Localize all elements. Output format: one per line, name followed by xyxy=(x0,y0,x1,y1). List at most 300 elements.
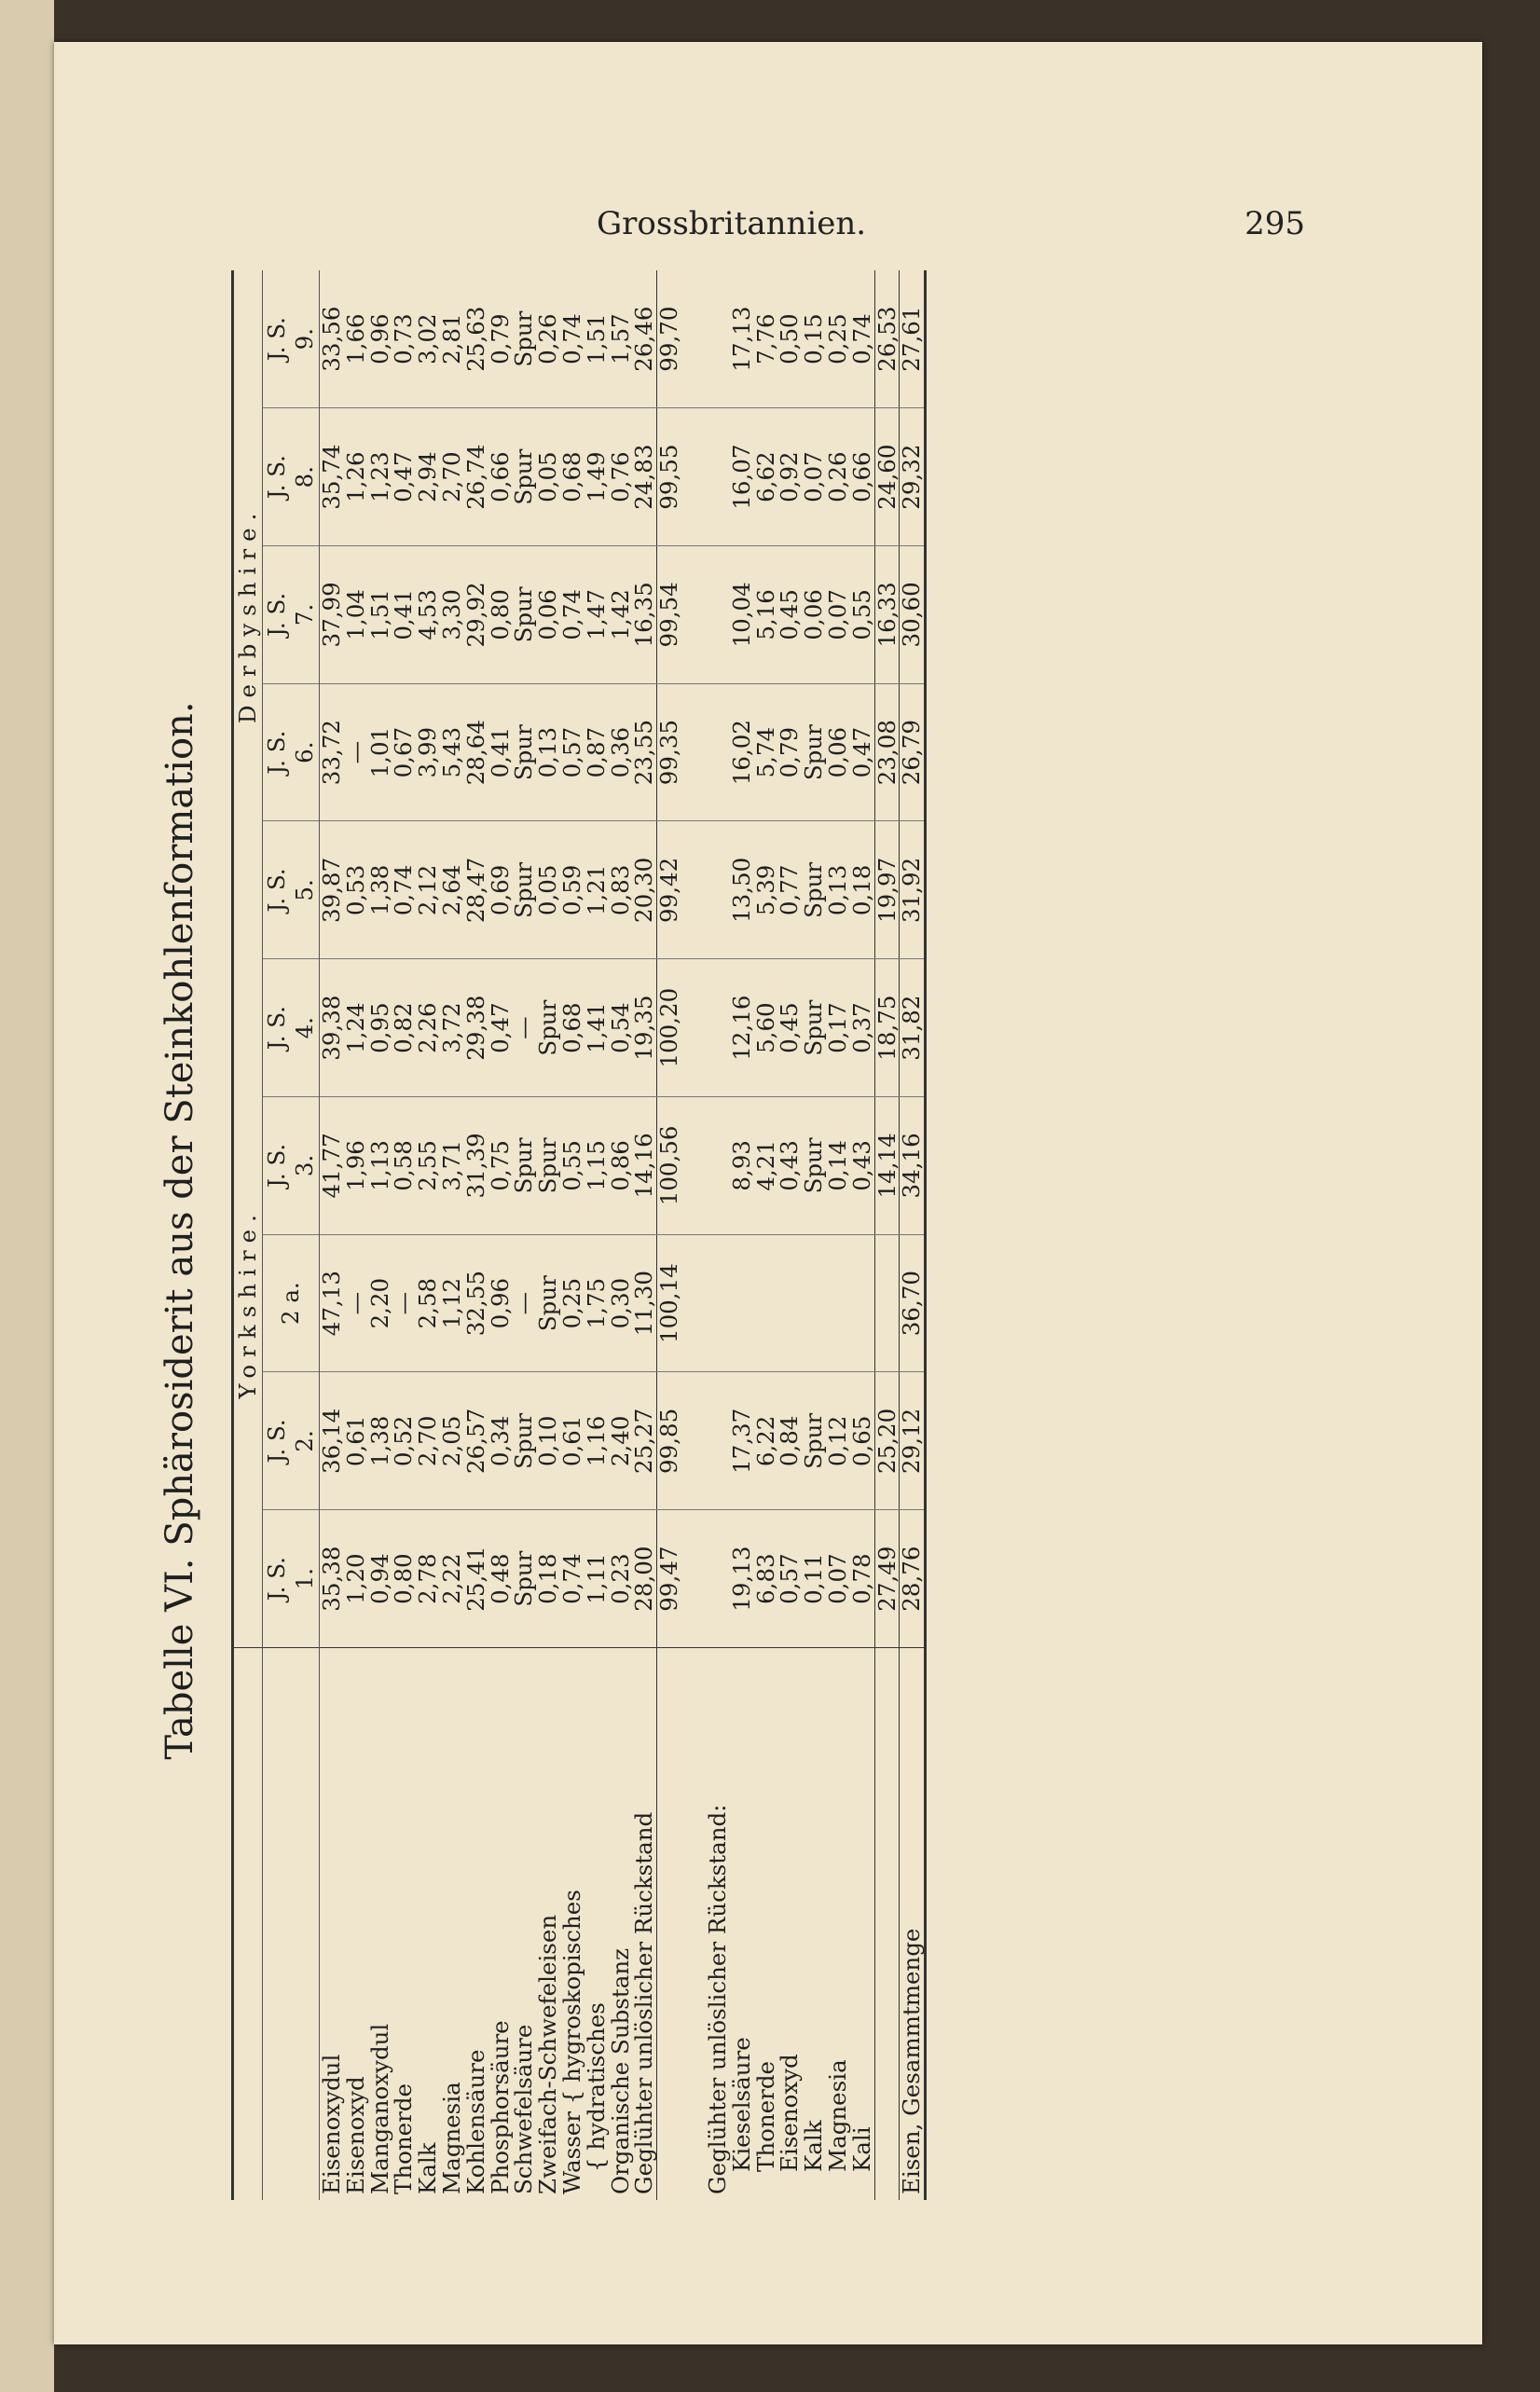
spacer-cell xyxy=(706,1234,730,1372)
column-header-line1: J. S. xyxy=(263,1419,290,1464)
value-cell: 1,23 xyxy=(368,408,392,546)
value-cell: 0,55 xyxy=(560,1097,584,1235)
value-cell: Spur xyxy=(510,310,538,367)
value-cell: 1,15 xyxy=(584,1097,609,1235)
table-row xyxy=(320,270,344,2200)
value-cell: 0,74 xyxy=(560,546,584,684)
value-cell: Spur xyxy=(512,1372,536,1510)
value-cell: 0,30 xyxy=(609,1234,633,1372)
row-label: { hydratisches xyxy=(584,1648,609,2201)
value-cell xyxy=(802,1234,826,1372)
value-cell: 26,79 xyxy=(900,683,926,821)
row-label: Eisen, Gesammtmenge xyxy=(900,1648,926,2201)
value-cell: 39,38 xyxy=(320,959,344,1097)
value-cell: 0,47 xyxy=(392,408,416,546)
value-cell: 27,61 xyxy=(900,270,926,408)
value-cell: 0,74 xyxy=(847,313,875,364)
value-cell: — xyxy=(392,1234,416,1372)
label-header-cell xyxy=(263,1648,320,2201)
value-cell: 0,95 xyxy=(368,959,392,1097)
spacer-cell xyxy=(681,821,706,959)
value-cell: 5,43 xyxy=(440,683,464,821)
spacer-cell xyxy=(706,959,730,1097)
value-cell: 0,17 xyxy=(826,959,850,1097)
value-cell: 35,38 xyxy=(320,1510,344,1648)
value-cell: 11,30 xyxy=(632,1234,656,1372)
value-cell: 19,13 xyxy=(730,1510,754,1648)
value-cell: 0,06 xyxy=(826,683,850,821)
value-cell: 0,96 xyxy=(488,1234,513,1372)
value-cell: 3,71 xyxy=(440,1097,464,1235)
value-cell: 17,13 xyxy=(727,306,755,372)
value-cell: — xyxy=(512,1234,536,1372)
column-header xyxy=(263,683,320,821)
value-cell: 0,57 xyxy=(560,683,584,821)
value-cell: 25,63 xyxy=(461,306,489,372)
value-cell: 0,11 xyxy=(802,1510,826,1648)
value-cell: 5,39 xyxy=(754,821,778,959)
value-cell: 0,86 xyxy=(609,1097,633,1235)
value-cell: 0,48 xyxy=(488,1510,513,1648)
column-header xyxy=(263,1372,320,1510)
row-label: Schwefelsäure xyxy=(512,1648,536,2201)
column-header xyxy=(263,959,320,1097)
section-header: Geglühter unlöslicher Rückstand: xyxy=(706,1648,730,2201)
row-label: Kalk xyxy=(416,1648,440,2201)
spacer-cell xyxy=(681,546,706,684)
column-header-line2: 7. xyxy=(291,603,318,626)
value-cell xyxy=(826,1234,850,1372)
spacer-cell xyxy=(706,1097,730,1235)
value-cell: 0,87 xyxy=(584,683,609,821)
value-cell: 1,16 xyxy=(584,1372,609,1510)
value-cell: 29,32 xyxy=(900,408,926,546)
row-label: Thonerde xyxy=(754,1648,778,2201)
value-cell: 18,75 xyxy=(874,959,900,1097)
spacer-cell xyxy=(681,408,706,546)
table-row xyxy=(874,270,900,2200)
value-cell: Spur xyxy=(512,683,536,821)
row-label: Kali xyxy=(850,1648,874,2201)
value-cell: 41,77 xyxy=(320,1097,344,1235)
value-cell: 3,30 xyxy=(440,546,464,684)
value-cell: 0,92 xyxy=(777,408,802,546)
value-cell: 16,02 xyxy=(730,683,754,821)
value-cell: 0,61 xyxy=(560,1372,584,1510)
value-cell: 47,13 xyxy=(320,1234,344,1372)
value-cell: 28,47 xyxy=(464,821,488,959)
table-row xyxy=(368,270,392,2200)
value-cell: 35,74 xyxy=(320,408,344,546)
value-cell: 2,58 xyxy=(416,1234,440,1372)
table-row xyxy=(754,270,778,2200)
value-cell: 1,66 xyxy=(341,313,369,364)
value-cell: 0,74 xyxy=(557,313,585,364)
value-cell: 100,56 xyxy=(657,1097,681,1235)
value-cell: 2,94 xyxy=(416,408,440,546)
row-label: Organische Substanz xyxy=(609,1648,633,2201)
value-cell: 0,84 xyxy=(777,1372,802,1510)
table-row xyxy=(512,270,536,2200)
value-cell: 0,68 xyxy=(560,408,584,546)
value-cell: 33,72 xyxy=(320,683,344,821)
value-cell: 34,16 xyxy=(900,1097,926,1235)
value-cell: 100,20 xyxy=(657,959,681,1097)
value-cell: 1,47 xyxy=(584,546,609,684)
value-cell: 1,11 xyxy=(584,1510,609,1648)
value-cell: 29,12 xyxy=(900,1372,926,1510)
row-label: Kalk xyxy=(802,1648,826,2201)
row-label: Geglühter unlöslicher Rückstand xyxy=(632,1648,656,2201)
column-header-row xyxy=(263,270,320,2200)
analysis-table xyxy=(231,270,927,2200)
spacer-cell xyxy=(706,1372,730,1510)
value-cell: 0,69 xyxy=(488,821,513,959)
value-cell: 26,53 xyxy=(874,270,900,408)
value-cell: 16,35 xyxy=(632,546,656,684)
column-header-line1: J. S. xyxy=(263,868,290,913)
value-cell xyxy=(754,1234,778,1372)
value-cell: 0,07 xyxy=(826,1510,850,1648)
table-row xyxy=(488,270,513,2200)
value-cell: 0,41 xyxy=(488,683,513,821)
value-cell: 0,43 xyxy=(777,1097,802,1235)
value-cell: 0,66 xyxy=(850,408,874,546)
value-cell: 36,14 xyxy=(320,1372,344,1510)
value-cell: 100,14 xyxy=(657,1234,681,1372)
value-cell: 3,02 xyxy=(414,313,442,364)
value-cell: Spur xyxy=(802,1097,826,1235)
value-cell: 14,16 xyxy=(632,1097,656,1235)
value-cell: 1,04 xyxy=(344,546,368,684)
value-cell: 26,46 xyxy=(630,306,658,372)
value-cell: 0,25 xyxy=(823,313,851,364)
value-cell: 0,61 xyxy=(344,1372,368,1510)
value-cell: 1,51 xyxy=(368,546,392,684)
value-cell: 1,57 xyxy=(606,313,634,364)
table-title: Tabelle VI. Sphärosiderit aus der Steinkohlenformation. xyxy=(158,701,201,1760)
value-cell: 33,56 xyxy=(318,306,345,372)
table-row xyxy=(826,270,850,2200)
spacer-cell xyxy=(681,1097,706,1235)
value-cell: 2,70 xyxy=(440,408,464,546)
column-header-line1: J. S. xyxy=(263,455,290,500)
value-cell: 2,20 xyxy=(368,1234,392,1372)
column-header xyxy=(263,1234,320,1372)
value-cell: 29,92 xyxy=(464,546,488,684)
table-row xyxy=(777,270,802,2200)
value-cell: 12,16 xyxy=(730,959,754,1097)
spacer-cell xyxy=(706,1510,730,1648)
value-cell: Spur xyxy=(512,1510,536,1648)
column-header xyxy=(263,408,320,546)
value-cell: 31,39 xyxy=(464,1097,488,1235)
value-cell: Spur xyxy=(536,1097,560,1235)
value-cell: 8,93 xyxy=(730,1097,754,1235)
value-cell: 0,79 xyxy=(777,683,802,821)
table-row xyxy=(464,270,488,2200)
column-header xyxy=(263,546,320,684)
value-cell: 0,05 xyxy=(536,408,560,546)
value-cell: 99,55 xyxy=(657,408,681,546)
value-cell: 0,74 xyxy=(392,821,416,959)
value-cell: 0,80 xyxy=(392,1510,416,1648)
value-cell: 0,80 xyxy=(488,546,513,684)
value-cell: 99,42 xyxy=(657,821,681,959)
column-header xyxy=(263,1510,320,1648)
value-cell: 0,41 xyxy=(392,546,416,684)
value-cell: 0,06 xyxy=(802,546,826,684)
spacer-cell xyxy=(681,1372,706,1510)
value-cell: 0,94 xyxy=(368,1510,392,1648)
column-header-line2: 5. xyxy=(291,879,318,901)
value-cell: Spur xyxy=(802,683,826,821)
value-cell: 0,54 xyxy=(609,959,633,1097)
value-cell: 0,50 xyxy=(776,313,804,364)
table-row xyxy=(802,270,826,2200)
value-cell: 0,25 xyxy=(560,1234,584,1372)
value-cell: 19,97 xyxy=(874,821,900,959)
row-label: Thonerde xyxy=(392,1648,416,2201)
value-cell: — xyxy=(512,959,536,1097)
spacer-row xyxy=(681,270,706,2200)
value-cell: 0,79 xyxy=(486,313,514,364)
spacer-cell xyxy=(706,270,730,408)
value-cell: 0,77 xyxy=(777,821,802,959)
value-cell: 0,59 xyxy=(560,821,584,959)
column-header-line2: 1. xyxy=(291,1567,318,1590)
value-cell: 2,55 xyxy=(416,1097,440,1235)
row-label: Zweifach-Schwefeleisen xyxy=(536,1648,560,2201)
table-row xyxy=(416,270,440,2200)
page-number: 295 xyxy=(1244,205,1305,242)
value-cell: 2,12 xyxy=(416,821,440,959)
value-cell: 5,60 xyxy=(754,959,778,1097)
section-header-row xyxy=(706,270,730,2200)
table-row xyxy=(850,270,874,2200)
value-cell: 0,75 xyxy=(488,1097,513,1235)
value-cell: 0,12 xyxy=(826,1372,850,1510)
value-cell: 0,76 xyxy=(609,408,633,546)
value-cell: 2,26 xyxy=(416,959,440,1097)
value-cell: 0,36 xyxy=(609,683,633,821)
value-cell: — xyxy=(344,1234,368,1372)
value-cell: 0,57 xyxy=(777,1510,802,1648)
value-cell: 0,52 xyxy=(392,1372,416,1510)
spacer-cell xyxy=(681,1648,706,2201)
value-cell: 39,87 xyxy=(320,821,344,959)
value-cell: 5,74 xyxy=(754,683,778,821)
adjacent-page-edge xyxy=(0,0,54,2392)
value-cell: — xyxy=(344,683,368,821)
value-cell: 31,92 xyxy=(900,821,926,959)
value-cell: Spur xyxy=(512,821,536,959)
value-cell xyxy=(777,1234,802,1372)
row-label xyxy=(874,1648,900,2201)
value-cell: 26,74 xyxy=(464,408,488,546)
column-header-line1: J. S. xyxy=(263,1143,290,1188)
value-cell: 0,43 xyxy=(850,1097,874,1235)
value-cell: 24,83 xyxy=(632,408,656,546)
table-row xyxy=(632,270,656,2200)
value-cell: 6,22 xyxy=(754,1372,778,1510)
value-cell: 1,21 xyxy=(584,821,609,959)
spacer-cell xyxy=(681,959,706,1097)
table-row xyxy=(392,270,416,2200)
value-cell: 14,14 xyxy=(874,1097,900,1235)
column-header-line2: 6. xyxy=(291,741,318,763)
row-label: Eisenoxyd xyxy=(777,1648,802,2201)
value-cell: 4,21 xyxy=(754,1097,778,1235)
table-row xyxy=(609,270,633,2200)
value-cell: 0,45 xyxy=(777,959,802,1097)
value-cell: 37,99 xyxy=(320,546,344,684)
value-cell: 25,27 xyxy=(632,1372,656,1510)
value-cell: 0,55 xyxy=(850,546,874,684)
spacer-cell xyxy=(681,270,706,408)
value-cell: 27,49 xyxy=(874,1510,900,1648)
value-cell: 2,81 xyxy=(437,313,465,364)
row-label: Kohlensäure xyxy=(464,1648,488,2201)
row-label: Eisenoxydul xyxy=(320,1648,344,2201)
column-header-line1: J. S. xyxy=(263,1557,290,1602)
value-cell: 1,41 xyxy=(584,959,609,1097)
value-cell: 0,07 xyxy=(802,408,826,546)
value-cell: 2,40 xyxy=(609,1372,633,1510)
value-cell: 30,60 xyxy=(900,546,926,684)
value-cell: 0,74 xyxy=(560,1510,584,1648)
value-cell: 29,38 xyxy=(464,959,488,1097)
label-header-cell xyxy=(233,1648,263,2201)
value-cell: 36,70 xyxy=(900,1234,926,1372)
value-cell: 24,60 xyxy=(874,408,900,546)
table-row xyxy=(440,270,464,2200)
rotated-table-block xyxy=(158,261,1296,2200)
column-header-line2: 2. xyxy=(291,1430,318,1452)
value-cell: 0,47 xyxy=(850,683,874,821)
value-cell: 7,76 xyxy=(751,313,779,364)
value-cell: 0,23 xyxy=(609,1510,633,1648)
value-cell: 5,16 xyxy=(754,546,778,684)
value-cell: 0,10 xyxy=(536,1372,560,1510)
table-row xyxy=(536,270,560,2200)
spacer-cell xyxy=(681,1234,706,1372)
value-cell: 4,53 xyxy=(416,546,440,684)
value-cell: Spur xyxy=(536,1234,560,1372)
value-cell: Spur xyxy=(512,408,536,546)
value-cell: 3,99 xyxy=(416,683,440,821)
value-cell: 1,38 xyxy=(368,821,392,959)
spacer-cell xyxy=(706,683,730,821)
value-cell: 10,04 xyxy=(730,546,754,684)
spacer-cell xyxy=(681,683,706,821)
value-cell xyxy=(874,1234,900,1372)
group-header-derbyshire: Derbyshire. xyxy=(233,270,263,959)
column-header xyxy=(263,1097,320,1235)
value-cell: 6,62 xyxy=(754,408,778,546)
value-cell: 0,18 xyxy=(850,821,874,959)
value-cell: Spur xyxy=(802,821,826,959)
value-cell: 99,70 xyxy=(657,270,681,408)
value-cell: 1,96 xyxy=(344,1097,368,1235)
value-cell: 0,96 xyxy=(365,313,393,364)
table-row xyxy=(560,270,584,2200)
value-cell: 23,55 xyxy=(632,683,656,821)
value-cell: 2,22 xyxy=(440,1510,464,1648)
value-cell: 0,13 xyxy=(826,821,850,959)
value-cell: 0,34 xyxy=(488,1372,513,1510)
table-row xyxy=(584,270,609,2200)
value-cell: 2,78 xyxy=(416,1510,440,1648)
value-cell: 99,35 xyxy=(657,683,681,821)
value-cell: 31,82 xyxy=(900,959,926,1097)
value-cell: 0,78 xyxy=(850,1510,874,1648)
value-cell: 0,26 xyxy=(534,313,562,364)
value-cell xyxy=(850,1234,874,1372)
table-row xyxy=(657,270,681,2200)
value-cell: 20,30 xyxy=(632,821,656,959)
value-cell: 1,42 xyxy=(609,546,633,684)
spacer-cell xyxy=(706,546,730,684)
table-row xyxy=(900,270,926,2200)
value-cell: 28,00 xyxy=(632,1510,656,1648)
value-cell: 0,07 xyxy=(826,546,850,684)
value-cell: 16,07 xyxy=(730,408,754,546)
value-cell: 2,70 xyxy=(416,1372,440,1510)
value-cell: 28,64 xyxy=(464,683,488,821)
value-cell: 1,38 xyxy=(368,1372,392,1510)
value-cell: 0,73 xyxy=(390,313,418,364)
value-cell: 0,13 xyxy=(536,683,560,821)
value-cell: Spur xyxy=(536,959,560,1097)
value-cell: 0,06 xyxy=(536,546,560,684)
value-cell: 32,55 xyxy=(464,1234,488,1372)
value-cell: 2,05 xyxy=(440,1372,464,1510)
value-cell: 0,53 xyxy=(344,821,368,959)
value-cell: 13,50 xyxy=(730,821,754,959)
table-row xyxy=(730,270,754,2200)
column-header-line2: 2 a. xyxy=(277,1282,304,1326)
row-label: Wasser { hygroskopisches xyxy=(560,1648,584,2201)
value-cell: 99,47 xyxy=(657,1510,681,1648)
value-cell: 0,26 xyxy=(826,408,850,546)
value-cell: Spur xyxy=(512,1097,536,1235)
value-cell: 28,76 xyxy=(900,1510,926,1648)
column-header-line2: 8. xyxy=(291,465,318,488)
value-cell xyxy=(730,1234,754,1372)
row-label: Eisenoxyd xyxy=(344,1648,368,2201)
row-label: Phosphorsäure xyxy=(488,1648,513,2201)
spacer-cell xyxy=(706,821,730,959)
table-row xyxy=(344,270,368,2200)
value-cell: 0,67 xyxy=(392,683,416,821)
value-cell: 23,08 xyxy=(874,683,900,821)
value-cell: Spur xyxy=(802,959,826,1097)
value-cell: 1,01 xyxy=(368,683,392,821)
column-header xyxy=(263,270,320,408)
value-cell: 1,75 xyxy=(584,1234,609,1372)
value-cell: 6,83 xyxy=(754,1510,778,1648)
value-cell: 0,18 xyxy=(536,1510,560,1648)
value-cell: 0,65 xyxy=(850,1372,874,1510)
value-cell: 1,26 xyxy=(344,408,368,546)
value-cell: 1,20 xyxy=(344,1510,368,1648)
group-header-yorkshire: Yorkshire. xyxy=(233,959,263,1648)
value-cell: 1,24 xyxy=(344,959,368,1097)
row-label: Magnesia xyxy=(826,1648,850,2201)
value-cell: 0,15 xyxy=(800,313,828,364)
value-cell: 0,66 xyxy=(488,408,513,546)
